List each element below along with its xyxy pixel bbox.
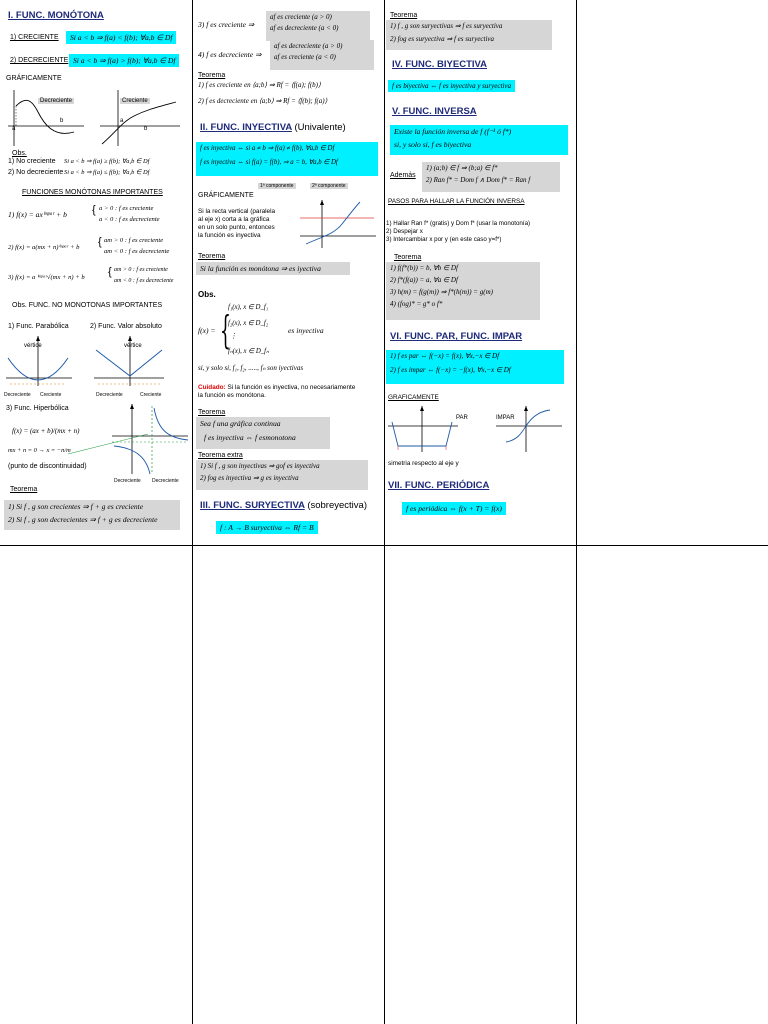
par-graph [388,404,458,454]
teorema-line-2: 2) Si f , g son decrecientes ⇒ f + g es decreciente [8,515,158,524]
case-4a: af es decreciente (a > 0) [274,42,343,50]
impar-label: IMPAR [496,415,515,421]
fm1-case-a: a > 0 : f es creciente [99,205,154,212]
graficamente-label: GRÁFICAMENTE [6,75,62,82]
obs-label: Obs. [12,150,27,157]
cuidado-note: Cuidado: Si la función es inyectiva, no necesariamente [198,384,356,391]
inyectiva-definition-box [196,142,378,176]
brace: { [220,308,231,352]
inversa-definition-box [390,125,568,155]
graf-text-1: Si la recta vertical (paralela [198,208,276,215]
graph-decreciente-label: Decreciente [40,98,73,104]
fm2-case-b: am < 0 : f es decreciente [104,248,170,255]
piecewise-row-2: f₂(x), x ∈ D_f₂ [228,320,269,327]
suryectiva-formula: f : A → B suryectiva ⇔ Rf = B [216,521,318,534]
vertice-label: vértice [24,343,42,349]
inv-teo-4: 4) (fog)* = g* o f* [390,300,443,308]
teorema-line-1: 1) Si f , g son crecientes ⇒ f + g es creciente [8,502,144,511]
obs-no-creciente: 1) No creciente [8,158,56,165]
teorema-label: Teorema [390,12,418,19]
creciente-formula: Si a < b ⇒ f(a) < f(b); ∀a,b ∈ Df [66,31,176,44]
teorema-suryectiva-box [386,20,552,50]
decreciente-graph [8,86,84,150]
section-title-biyectiva: IV. FUNC. BIYECTIVA [392,59,488,70]
teorema-label: Teorema [198,72,226,79]
column-2 [192,0,384,545]
paso-1: 1) Hallar Ran f* (gratis) y Dom f* (usar la monotonía) [386,220,531,227]
piecewise-row-n: fₙ(x), x ∈ D_fₙ [228,348,269,355]
teorema-label: Teorema [198,253,226,260]
graph-creciente-label: Creciente [122,98,148,104]
creciente-label: 1) CRECIENTE [10,34,59,41]
no-monotonas-title: Obs. FUNC. NO MONOTONAS IMPORTANTES [12,302,163,309]
fm3-case-b: am < 0 : f es decreciente [114,278,174,284]
creciente-label: Creciente [140,392,162,398]
teorema-rango-decreciente: 2) f es decreciente en ⟨a;b⟩ ⇒ Rf = ⟨f(b); f(a)⟩ [198,97,328,105]
piecewise-condition: si, y solo si, f₁, f₂, ....., fₙ son iyectivas [198,364,304,372]
componente-2-label: 2ª componente [312,183,346,189]
paso-3: 3) Intercambiar x por y (en este caso y=f*) [386,236,502,243]
section-title-par-impar: VI. FUNC. PAR, FUNC. IMPAR [390,331,523,342]
graf-text-3: en un solo punto, entonces [198,224,275,231]
par-impar-box [386,350,564,384]
funciones-monotonas-title: FUNCIONES MONÓTONAS IMPORTANTES [22,189,163,196]
obs-label: Obs. [198,290,216,299]
sury-line-2: 2) fog es suryectiva ⇒ f es suryectiva [390,35,495,43]
vertice-label: vértice [124,343,142,349]
column-1 [0,0,192,545]
creciente-label: Creciente [40,392,62,398]
graf-text-4: la función es inyectiva [198,232,261,239]
inyectiva-graph [300,198,376,248]
paso-2: 2) Despejar x [386,228,423,235]
decreciente-formula: Si a < b ⇒ f(a) > f(b); ∀a,b ∈ Df [69,54,179,67]
axis-point-a: a [12,126,16,132]
hiperbolica-formula: f(x) = (ax + b)/(mx + n) [12,427,80,435]
obs-no-decreciente-formula: Si a < b ⇒ f(a) ≤ f(b); ∀a,b ∈ Df [64,169,150,176]
teorema-extra-box [196,460,368,490]
teorema-label: Teorema [10,486,38,493]
obs-no-decreciente: 2) No decreciente [8,169,64,176]
inv-teo-1: 1) f(f*(b)) = b, ∀b ∈ Df [390,264,458,272]
cuidado-note-2: la función es monótona. [198,392,266,399]
section-title-suryectiva: III. FUNC. SURYECTIVA (sobreyectiva) [200,500,367,511]
teorema-inversa-box [386,262,540,320]
inv-teo-3: 3) h(m) = f(g(m)) ⇒ f*(h(m)) = g(m) [390,288,493,296]
decreciente-label: Decreciente [96,392,123,398]
case-4b: af es creciente (a < 0) [274,53,336,61]
piecewise-dots: ⋮ [230,332,237,340]
teorema-box [4,500,180,530]
inyectiva-def-1: f es inyectiva ⇔ si a ≠ b ⇒ f(a) ≠ f(b), ∀a,b ∈ Df [200,145,335,152]
extra-line-1: 1) Si f , g son inyectivas ⇒ gof es inyectiva [200,462,320,470]
fm3-formula: 3) f(x) = a ⁱᵐᵖᵃʳ√(mx + n) + b [8,274,85,281]
obs-no-creciente-formula: Si a < b ⇒ f(a) ≥ f(b); ∀a,b ∈ Df [64,158,150,165]
case-3-box [266,11,370,41]
fm2-case-a: am > 0 : f es creciente [104,237,164,244]
section-title-periodica: VII. FUNC. PERIÓDICA [388,480,490,491]
teorema-monotona-box: Si la función es monótona ⇒ es iyectiva [196,262,350,275]
par-label: PAR [456,415,468,421]
fm1-case-b: a < 0 : f es decreciente [99,216,160,223]
decreciente-label: Decreciente [152,478,179,484]
ademas-line-1: 1) (a;b) ∈ f ⇒ (b;a) ∈ f* [426,164,498,172]
pasos-title: PASOS PARA HALLAR LA FUNCIÓN INVERSA [388,198,525,205]
case-4-box [270,40,374,70]
axis-point-b: b [60,118,64,124]
column-divider [576,0,577,1024]
par-definition: 1) f es par ⇔ f(−x) = f(x), ∀x,−x ∈ Df [390,352,500,360]
graficamente-label: GRAFICAMENTE [388,394,439,401]
fm2-formula: 2) f(x) = a(mx + n)ⁱᵐᵖᵃʳ + b [8,244,80,251]
periodica-formula: f es periódica ⇔ f(x + T) = f(x) [402,502,506,515]
fm1-formula: 1) f(x) = axⁱᵐᵖᵃʳ + b [8,210,67,219]
decreciente-label: 2) DECRECIENTE [10,57,69,64]
case-3b: af es decreciente (a < 0) [270,24,339,32]
ademas-label: Además [390,172,416,179]
piecewise-inyectiva: es inyectiva [288,326,324,335]
componente-1-label: 1ª componente [260,183,294,189]
biyectiva-formula: f es biyectiva ⇔ f es inyectiva y suryectiva [388,80,515,92]
teorema-extra-label: Teorema extra [198,452,243,459]
decreciente-label: Decreciente [114,478,141,484]
brace: { [108,266,112,278]
axis-point-b: b [144,126,148,132]
monotona-case-3: 3) f es creciente ⇒ [198,20,255,29]
simetria-note: simetria respecto al eje y [388,460,459,467]
decreciente-label: Decreciente [4,392,31,398]
brace: { [98,236,102,248]
ademas-box [422,162,560,192]
sury-line-1: 1) f , g son suryectivas ⇒ f es suryectiva [390,22,503,30]
valor-absoluto-label: 2) Func. Valor absoluto [90,323,162,330]
section-title-inversa: V. FUNC. INVERSA [392,106,477,117]
section-title-monotona: I. FUNC. MONÓTONA [8,10,104,21]
extra-line-2: 2) fog es inyectiva ⇒ g es inyectiva [200,474,299,482]
parabolica-label: 1) Func. Parabólica [8,323,69,330]
teorema-label: Teorema [394,254,422,261]
case-3a: af es creciente (a > 0) [270,13,332,21]
brace: { [92,204,96,216]
hiperbolica-graph [108,404,188,478]
row-divider [0,545,768,546]
continua-line-2: f es inyectiva ⇔ f esmonotona [204,433,296,442]
creciente-graph [100,86,180,150]
teorema-rango-creciente: 1) f es creciente en ⟨a;b⟩ ⇒ Rf = ⟨f(a); f(b)⟩ [198,81,321,89]
column-3 [384,0,576,545]
teorema-continua-box [196,417,330,449]
graficamente-label: GRÁFICAMENTE [198,192,254,199]
discontinuidad-formula: mx + n = 0 → x = −n/m [8,447,71,454]
graf-text-2: al eje x) corta a la gráfica [198,216,270,223]
ademas-line-2: 2) Ran f* = Dom f ∧ Dom f* = Ran f [426,176,531,184]
inversa-line-1: Existe la función inversa de f (f⁻¹ ó f*) [394,127,512,136]
fm3-case-a: am > 0 : f es creciente [114,267,168,273]
inyectiva-def-2: f es inyectiva ⇔ si f(a) = f(b), ⇒ a = b, ∀a,b ∈ Df [200,159,338,166]
impar-graph [492,404,562,454]
impar-definition: 2) f es impar ⇔ f(−x) = −f(x), ∀x,−x ∈ Df [390,366,511,374]
axis-point-a: a [120,118,124,124]
inv-teo-2: 2) f*(f(a)) = a, ∀a ∈ Df [390,276,458,284]
teorema-label: Teorema [198,409,226,416]
section-title-inyectiva: II. FUNC. INYECTIVA (Univalente) [200,122,346,133]
continua-line-1: Sea f una gráfica continua [200,419,281,428]
inversa-line-2: si, y solo si, f es biyectiva [394,140,472,149]
monotona-case-4: 4) f es decreciente ⇒ [198,50,262,59]
hiperbolica-label: 3) Func. Hiperbólica [6,405,69,412]
piecewise-row-1: f₁(x), x ∈ D_f₁ [228,304,269,311]
piecewise-fx: f(x) = [198,326,216,335]
discontinuidad-note: (punto de discontinuidad) [8,463,87,470]
